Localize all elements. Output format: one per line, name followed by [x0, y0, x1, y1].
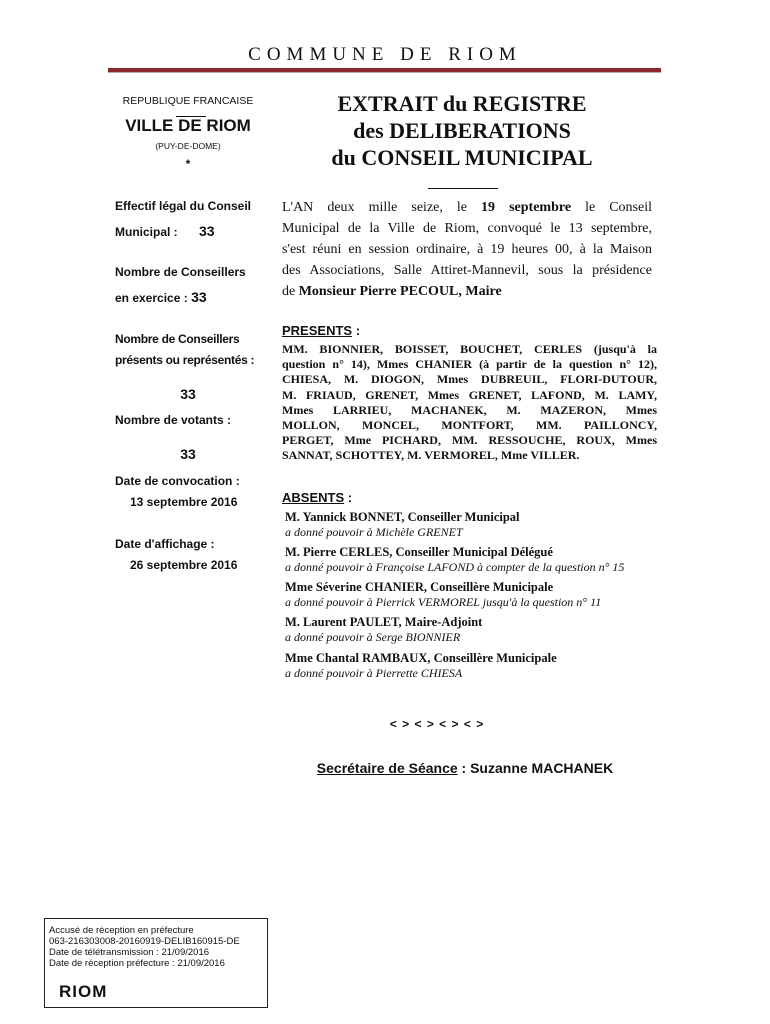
absent-entry	[285, 651, 665, 681]
intro-line-2: Municipal de la Ville de Riom, convoqué le 13 septembre,	[282, 221, 652, 236]
presents-count-label-1: Nombre de Conseillers	[115, 332, 240, 346]
nombre-value: 33	[191, 289, 207, 305]
absent-proxy: a donné pouvoir à Pierrick VERMOREL jusqu'à la question n° 11	[285, 595, 602, 609]
secretaire-line	[230, 760, 700, 776]
intro-line-4: des Associations, Salle Attiret-Mannevil, sous la présidence	[282, 263, 652, 278]
absents-heading-text: ABSENTS	[282, 490, 345, 505]
prefecture-stamp	[44, 918, 268, 1008]
stamp-line-1: Accusé de réception en préfecture	[49, 925, 194, 936]
effectif-label-2	[115, 223, 215, 239]
affichage-date: 26 septembre 2016	[130, 558, 238, 572]
presents-line: M. FRIAUD, GRENET, Mmes GRENET, LAFOND, M. LAMY,	[282, 387, 657, 402]
header-rule	[108, 68, 661, 73]
stamp-line-4: Date de réception préfecture : 21/09/2016	[49, 958, 225, 969]
presents-count-value: 33	[180, 386, 196, 402]
effectif-label-2-text: Municipal :	[115, 225, 178, 239]
absent-entry	[285, 510, 665, 540]
republique-label: REPUBLIQUE FRANCAISE	[122, 95, 254, 107]
intro-line-5a: de	[282, 284, 299, 299]
absent-name: M. Pierre CERLES, Conseiller Municipal Délégué	[285, 545, 553, 559]
ville-name: VILLE DE RIOM	[125, 116, 251, 135]
absent-entry	[285, 545, 665, 575]
president-name: Monsieur Pierre PECOUL, Maire	[298, 284, 502, 299]
absent-proxy: a donné pouvoir à Pierrette CHIESA	[285, 666, 463, 680]
absent-entry	[285, 580, 665, 610]
presents-line: MOLLON, MONCEL, MONTFORT, MM. PAILLONCY,	[282, 418, 657, 433]
effectif-label-1: Effectif légal du Conseil	[115, 199, 252, 213]
main-title	[292, 90, 632, 171]
presents-line: SANNAT, SCHOTTEY, M. VERMOREL, Mme VILLER.	[282, 448, 580, 463]
votants-label: Nombre de votants :	[115, 413, 232, 427]
presents-colon: :	[352, 323, 361, 338]
absents-heading	[282, 490, 352, 505]
absent-name: Mme Séverine CHANIER, Conseillère Municipale	[285, 580, 554, 594]
intro-paragraph	[282, 197, 652, 302]
nombre-label-2-text: en exercice :	[115, 291, 188, 305]
absent-proxy: a donné pouvoir à Françoise LAFOND à compter de la question n° 15	[285, 560, 625, 574]
presents-line: MM. BIONNIER, BOISSET, BOUCHET, CERLES (jusqu'à la	[282, 342, 657, 356]
intro-line-3: s'est réuni en session ordinaire, à 19 heures 00, à la Maison	[282, 242, 652, 257]
main-title-line-1: EXTRAIT du REGISTRE	[337, 91, 587, 116]
nombre-label-1: Nombre de Conseillers	[115, 265, 246, 279]
absent-proxy: a donné pouvoir à Michèle GRENET	[285, 525, 463, 539]
main-title-line-3: du CONSEIL MUNICIPAL	[331, 145, 593, 170]
session-date: 19 septembre	[481, 200, 572, 215]
presents-heading	[282, 323, 360, 338]
intro-line-1c: le Conseil	[571, 200, 652, 215]
presents-line: question n° 14), Mmes CHANIER (à partir de la question n° 12),	[282, 357, 657, 372]
riom-logo	[59, 982, 123, 1000]
stamp-line-2: 063-216303008-20160919-DELIB160915-DE	[49, 936, 240, 947]
intro-line-5	[282, 281, 652, 302]
secretaire-label: Secrétaire de Séance	[316, 760, 458, 776]
absent-name: M. Yannick BONNET, Conseiller Municipal	[285, 510, 520, 524]
absent-entry	[285, 615, 665, 645]
presents-line: CHIESA, M. DIOGON, Mmes DUBREUIL, FLORI-DUTOUR,	[282, 372, 657, 387]
presents-line: Mmes LARRIEU, MACHANEK, M. MAZERON, Mmes	[282, 402, 657, 417]
star-mark: *	[185, 157, 191, 171]
affichage-label: Date d'affichage :	[115, 537, 215, 551]
nombre-label-2	[115, 289, 207, 305]
secretaire-name: : Suzanne MACHANEK	[457, 760, 614, 776]
intro-line-1a: L'AN deux mille seize, le	[282, 200, 482, 215]
title-rule	[428, 188, 498, 189]
presents-heading-text: PRESENTS	[282, 323, 353, 338]
header-title: COMMUNE DE RIOM	[248, 44, 522, 65]
riom-logo-text: RIOM	[59, 982, 108, 1000]
effectif-value: 33	[199, 223, 215, 239]
convocation-date: 13 septembre 2016	[130, 495, 238, 509]
presents-line: PERGET, Mme PICHARD, MM. RESSOUCHE, ROUX, Mmes	[282, 433, 657, 448]
absent-proxy: a donné pouvoir à Serge BIONNIER	[285, 630, 461, 644]
absents-colon: :	[344, 490, 353, 505]
intro-line-1	[282, 197, 652, 218]
departement-label: (PUY-DE-DOME)	[155, 141, 221, 151]
presents-count-label-2: présents ou représentés :	[115, 353, 255, 367]
convocation-label: Date de convocation :	[115, 474, 240, 488]
absent-name: M. Laurent PAULET, Maire-Adjoint	[285, 615, 483, 629]
main-title-line-2: des DELIBERATIONS	[353, 118, 571, 143]
section-separator: < > < > < > < >	[389, 717, 485, 731]
absent-name: Mme Chantal RAMBAUX, Conseillère Municipale	[285, 651, 557, 665]
stamp-line-3: Date de télétransmission : 21/09/2016	[49, 947, 210, 958]
votants-value: 33	[180, 446, 196, 462]
presents-list	[282, 342, 657, 464]
